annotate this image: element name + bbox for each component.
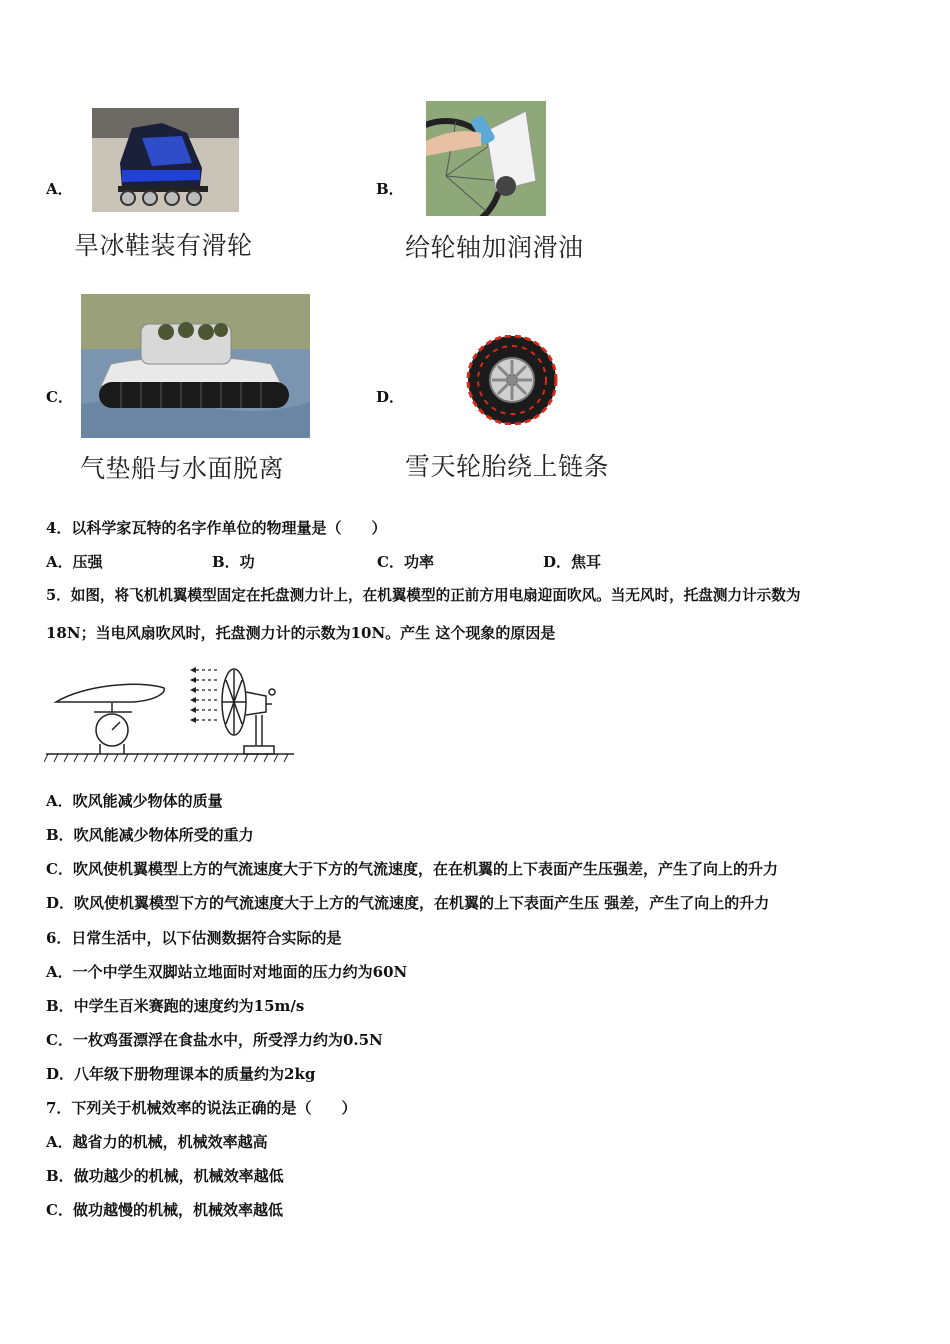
q6-option-d: D．八年级下册物理课本的质量约为2kg bbox=[46, 1065, 316, 1083]
option-b-caption: 给轮轴加润滑油 bbox=[405, 233, 584, 262]
option-d-letter: D． bbox=[376, 388, 405, 406]
option-c-letter: C． bbox=[46, 388, 73, 406]
option-b-letter: B． bbox=[376, 180, 404, 198]
q4-option-c: C．功率 bbox=[377, 553, 434, 571]
q5-stem-line1: 5．如图，将飞机机翼模型固定在托盘测力计上，在机翼模型的正前方用电扇迎面吹风。当无风时，托盘测力计示数为 bbox=[46, 587, 801, 604]
option-a-letter: A． bbox=[46, 180, 73, 198]
q5-stem-line2: 18N；当电风扇吹风时，托盘测力计的示数为10N。产生 这个现象的原因是 bbox=[46, 624, 556, 642]
inline-skate-photo bbox=[92, 108, 239, 212]
hovercraft-photo bbox=[81, 294, 310, 438]
option-d-caption: 雪天轮胎绕上链条 bbox=[405, 452, 610, 481]
tire-chain-photo bbox=[460, 335, 564, 425]
q6-option-b: B．中学生百米赛跑的速度约为15m/s bbox=[46, 997, 305, 1015]
q7-stem: 7．下列关于机械效率的说法正确的是（ ） bbox=[46, 1099, 357, 1117]
q4-option-d: D．焦耳 bbox=[543, 553, 602, 571]
q5-option-a: A．吹风能减少物体的质量 bbox=[46, 792, 223, 810]
wing-fan-diagram bbox=[44, 660, 296, 770]
q7-option-b: B．做功越少的机械，机械效率越低 bbox=[46, 1167, 284, 1185]
option-a-caption: 旱冰鞋装有滑轮 bbox=[74, 231, 253, 260]
q5-option-c: C．吹风使机翼模型上方的气流速度大于下方的气流速度，在在机翼的上下表面产生压强差，产生了向上的升力 bbox=[46, 860, 778, 878]
q5-option-d: D．吹风使机翼模型下方的气流速度大于上方的气流速度，在机翼的上下表面产生压 强差，产生了向上的升力 bbox=[46, 894, 770, 912]
q7-option-c: C．做功越慢的机械，机械效率越低 bbox=[46, 1201, 283, 1219]
q6-stem: 6．日常生活中，以下估测数据符合实际的是 bbox=[46, 929, 342, 947]
q4-option-b: B．功 bbox=[212, 553, 255, 571]
q4-stem: 4．以科学家瓦特的名字作单位的物理量是（ ） bbox=[46, 519, 387, 537]
q6-option-c: C．一枚鸡蛋漂浮在食盐水中，所受浮力约为0.5N bbox=[46, 1031, 383, 1049]
q4-option-a: A．压强 bbox=[46, 553, 103, 571]
bicycle-oiling-photo bbox=[426, 101, 546, 216]
q6-option-a: A．一个中学生双脚站立地面时对地面的压力约为60N bbox=[46, 963, 408, 981]
q5-option-b: B．吹风能减少物体所受的重力 bbox=[46, 826, 254, 844]
q7-option-a: A．越省力的机械，机械效率越高 bbox=[46, 1133, 268, 1151]
option-c-caption: 气垫船与水面脱离 bbox=[80, 454, 285, 483]
